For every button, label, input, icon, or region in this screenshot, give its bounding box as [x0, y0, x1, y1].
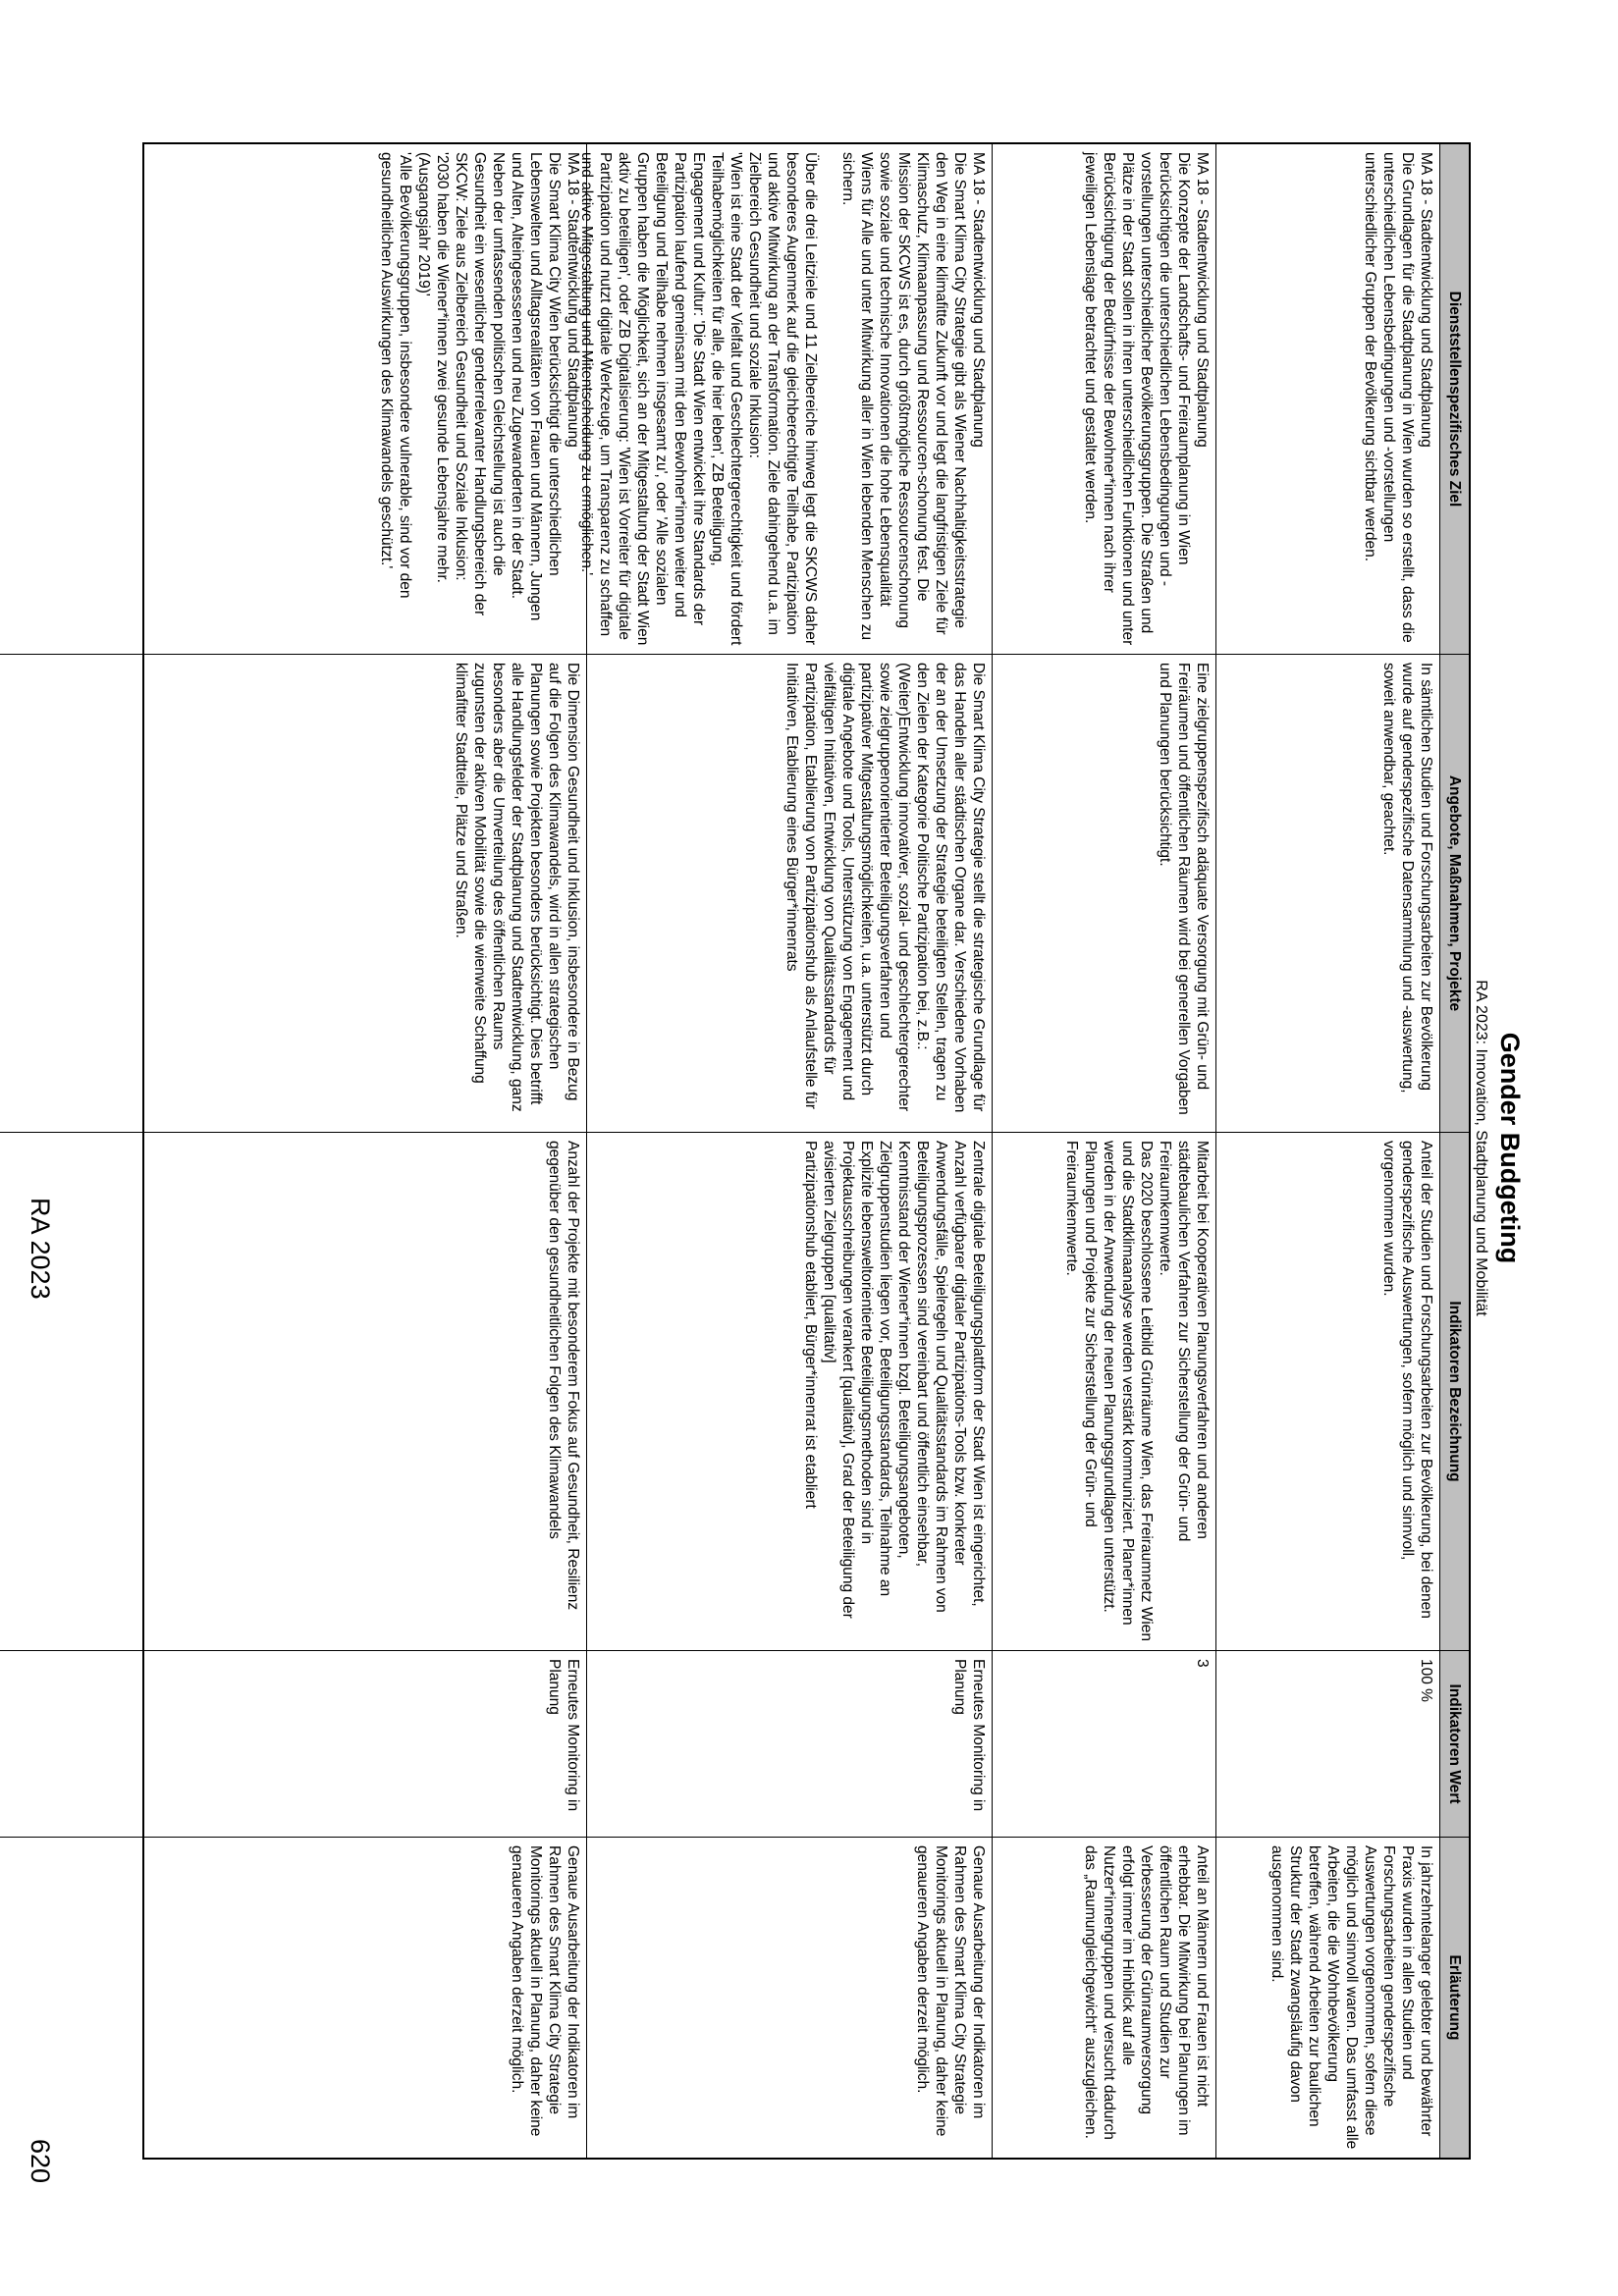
cell-erlaeuterung: Genaue Ausarbeitung der Indikatoren im Rahmen des Smart Klima City Strategie Monitorings aktuell in Planung, daher keine genaueren Angaben derzeit möglich. [914, 1845, 987, 2141]
cell-ziel: MA 18 - Stadtentwicklung und Stadtplanung Die Smart Klima City Strategie gibt als Wiener Nachhaltigkeitsstrategie den Weg in eine klimafitte Zukunft vor und legt die langfristigen Ziele für Klimaschutz, Klimaanpassung und Ressourcen-schonung fest. Die Mission der SKCWS ist es, durch größtmögliche Ressourcenschonung sowie soziale und technische Innovationen die hohe Lebensqualität Wiens für Alle und unter Mitwirkung aller in Wien lebenden Menschen zu sichern. Über die drei Leitziele und 11 Zielbereiche hinweg legt die SKCWS daher besonderes Augenmerk auf die gleichberechtigte Teilhabe, Partizipation und aktive Mitwirkung an der Transformation. Ziele dahingehend u.a. im Zielbereich Gesundheit und soziale Inklusion: 'Wien ist eine Stadt der Vielfalt und Geschlechtergerechtigkeit und fördert Teilhabemöglichkeiten für alle, die hier leben', ZB Beteiligung, Engagement und Kultur: 'Die Stadt Wien entwickelt ihre Standards der Partizipation laufend gemeinsam mit den Bewohner*innen weiter und Beteiligung und Teilhabe nehmen insgesamt zu', oder 'Alle sozialen Gruppen haben die Möglichkeit, sich an der Mitgestaltung der Stadt Wien aktiv zu beteiligen', oder ZB Digitalisierung: 'Wien ist Vorreiter für digitale Partizipation und nutzt digitale Werkzeuge, um Transparenz zu schaffen und aktive Mitgestaltung und Mitentscheidung zu ermöglichen.' [587, 144, 992, 655]
document-title: Gender Budgeting [1495, 1032, 1525, 1264]
table-row [0, 144, 586, 2158]
cell-erlaeuterung: In jahrzehntelanger gelebter und bewährter Praxis wurden in allen Studien und Forschungsarbeiten genderspezifische Auswertungen vorgenommen, sofern diese möglich und sinnvoll waren. Das umfasst alle Arbeiten, die die Wohnbevölkerung betreffen, während Arbeiten zur baulichen Struktur der Stadt zwangsläufig davon ausgenommen sind. [1268, 1845, 1434, 2153]
table-row [578, 144, 992, 2158]
gender-budgeting-table [142, 142, 1471, 2160]
column-header-angebote: Angebote, Maßnahmen, Projekte [1440, 655, 1469, 1133]
cell-indikator: Mitarbeit bei Kooperativen Planungsverfahren und anderen städtebaulichen Verfahren zur Sicherstellung der Grün- und Freiraumkennwerte. Das 2020 beschlossene Leitbild Grünräume Wien, das Freiraumnetz Wien und die Stadtklimaanalyse werden verstärkt kommuniziert. Planer*innen werden in der Anwendung der neuen Planungsgrundlagen unterstützt. Planungen und Projekte zur Sicherstellung der Grün- und Freiraumkennwerte. [993, 1133, 1215, 1651]
cell-ziel: MA 18 - Stadtentwicklung und Stadtplanung Die Konzepte der Landschafts- und Freiraumplanung in Wien berücksichtigen die unterschiedlichen Lebensbedingungen und -vorstellungen unterschiedlicher Bevölkerungsgruppen. Die Straßen und Plätze in der Stadt sollen in ihren unterschiedlichen Funktionen und unter Berücksichtigung der Bedürfnisse der Bewohner*innen nach ihrer jeweiligen Lebenslage betrachtet und gestaltet werden. [993, 144, 1215, 655]
cell-angebote: Die Dimension Gesundheit und Inklusion, insbesondere in Bezug auf die Folgen des Klimawandels, wird in allen strategischen Planungen sowie Projekten besonders berücksichtigt. Dies betrifft alle Handlungsfelder der Stadtplanung und Stadtentwicklung, ganz besonders aber die Umverteilung des öffentlichen Raums zugunsten der aktiven Mobilität sowie die wienweite Schaffung klimafitter Stadtteile, Plätze und Straßen. [0, 655, 586, 1133]
column-header-wert: Indikatoren Wert [1440, 1651, 1469, 1838]
cell-wert: Erneutes Monitoring in Planung [0, 1651, 586, 1838]
table-header-row [1439, 144, 1469, 2158]
column-header-ziel: Dienststellenspezifisches Ziel [1440, 144, 1469, 655]
table-row [1215, 144, 1439, 2158]
cell-angebote: Eine zielgruppenspezifisch adäquate Versorgung mit Grün- und Freiräumen und öffentlichen Räumen wird bei generellen Vorgaben und Planungen berücksichtigt. [993, 655, 1215, 1133]
cell-wert: Erneutes Monitoring in Planung [587, 1651, 992, 1838]
cell-erlaeuterung: Anteil an Männern und Frauen ist nicht erhebbar. Die Mitwirkung bei Planungen im öffentlichen Raum und Studien zur Verbesserung der Grünraumversorgung erfolgt immer im Hinblick auf alle Nutzer*innengruppen und versucht dadurch das „Raumungleichgewicht“ auszugleichen. [1082, 1845, 1211, 2145]
column-header-indikator: Indikatoren Bezeichnung [1440, 1133, 1469, 1651]
cell-angebote: Die Smart Klima City Strategie stellt die strategische Grundlage für das Handeln aller städtischen Organe dar. Verschiedene Vorhaben der an der Umsetzung der Strategie beteiligten Stellen, tragen zu den Zielen der Kategorie Politische Partizipation bei, z.B.: (Weiter)Entwicklung innovativer, sozial- und geschlechtergerechter sowie zielgruppenorientierter Beteiligungsverfahren und partizipativer Mitgestaltungsmöglichkeiten, u.a. unterstützt durch digitale Angebote und Tools, Unterstützung von Engagement und vielfältigen Initiativen, Entwicklung von Qualitätsstandards für Partizipation, Etablierung von Partizipationshub als Anlaufstelle für Initiativen, Etablierung eines Bürger*innenrats [587, 655, 992, 1133]
table-row [992, 144, 1215, 2158]
cell-indikator: Zentrale digitale Beteiligungsplattform der Stadt Wien ist eingerichtet, Anzahl verfügbarer digitaler Partizipations-Tools bzw. konkreter Anwendungsfälle, Spielregeln und Qualitätsstandards im Rahmen von Beteiligungsprozessen sind vereinbart und öffentlich einsehbar, Kenntnisstand der Wiener*innen bzgl. Beteiligungsangeboten, Zielgruppenstudien liegen vor, Beteiligungsstandards, Teilnahme an Explizite lebensweltorientierte Beteiligungsmethoden sind in Projektausschreibungen verankert [qualitativ], Grad der Beteiligung der avisierten Zielgruppen [qualitativ] Partizipationshub etabliert, Bürger*innenrat ist etabliert [587, 1133, 992, 1651]
cell-angebote: In sämtlichen Studien und Forschungsarbeiten zur Bevölkerung wurde auf genderspezifische Datensammlung und -auswertung, soweit anwendbar, geachtet. [1216, 655, 1439, 1133]
cell-ziel: MA 18 - Stadtentwicklung und Stadtplanung Die Smart Klima City Wien berücksichtigt die unterschiedlichen Lebenswelten und Alltagsrealitäten von Frauen und Männern, Jungen und Alten, Alteingesessenen und neu Zugewanderten in der Stadt. Neben der umfassenden politischen Gleichstellung ist auch die Gesundheit ein wesentlicher genderrelevanter Handlungsbereich der SKCW: Ziele aus Zielbereich Gesundheit und Soziale Inklusion: '2030 haben die Wiener*innen zwei gesunde Lebensjahre mehr. (Ausgangsjahr 2019)' 'Alle Bevölkerungsgruppen, insbesondere vulnerable, sind vor den gesundheitlichen Auswirkungen des Klimawandels geschützt.' [0, 144, 586, 655]
cell-indikator: Anteil der Studien und Forschungsarbeiten zur Bevölkerung, bei denen genderspezifische Auswertungen, sofern möglich und sinnvoll, vorgenommen wurden. [1216, 1133, 1439, 1651]
cell-indikator: Anzahl der Projekte mit besonderem Fokus auf Gesundheit, Resilienz gegenüber den gesundheitlichen Folgen des Klimawandels [0, 1133, 586, 1651]
cell-erlaeuterung: Genaue Ausarbeitung der Indikatoren im Rahmen des Smart Klima City Strategie Monitorings aktuell in Planung, daher keine genaueren Angaben derzeit möglich. [509, 1845, 581, 2141]
column-header-erlaeuterung: Erläuterung [1446, 1954, 1463, 2041]
cell-ziel: MA 18 - Stadtentwicklung und Stadtplanung Die Grundlagen für die Stadtplanung in Wien wurden so erstellt, dass die unterschiedlichen Lebensbedingungen und -vorstellungen unterschiedlicher Gruppen der Bevölkerung sichtbar werden. [1216, 144, 1439, 655]
document-subtitle: RA 2023: Innovation, Stadtplanung und Mobilität [1473, 980, 1489, 1316]
cell-wert: 3 [993, 1651, 1215, 1838]
footer-report-label: RA 2023 [26, 1198, 55, 1300]
page-number: 620 [26, 2138, 55, 2183]
cell-wert: 100 % [1216, 1651, 1439, 1838]
